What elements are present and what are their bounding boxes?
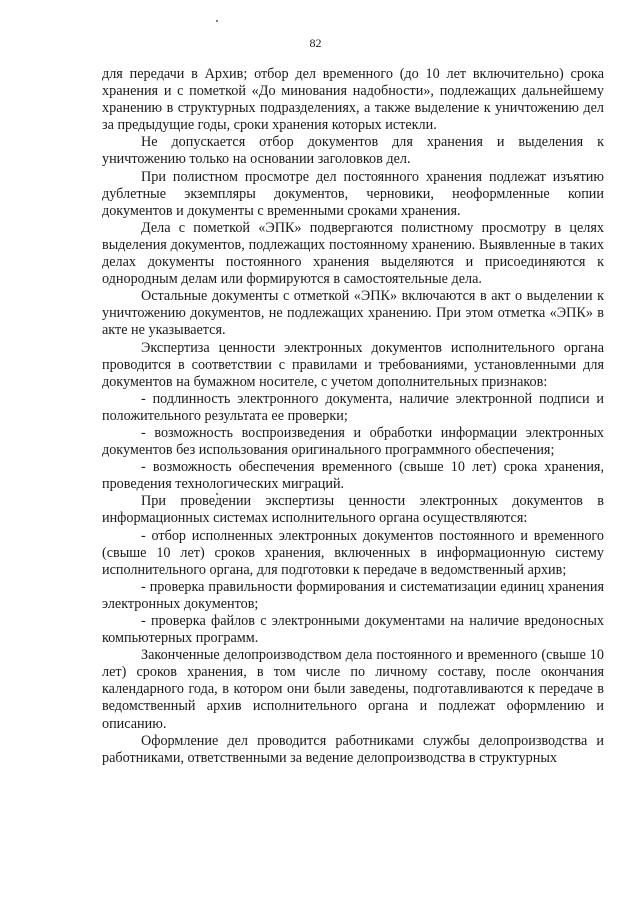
body-text <box>102 66 604 767</box>
paragraph: Оформление дел проводится работниками службы делопроизводства и работниками, ответственными за ведение делопроизводства в структурных <box>102 732 604 766</box>
paragraph: При полистном просмотре дел постоянного хранения подлежат изъятию дублетные экземпляры документов, черновики, неоформленные копии документов и документы с временными сроками хранения. <box>102 168 604 219</box>
list-item: - возможность обеспечения временного (свыше 10 лет) срока хранения, проведения технологических миграций. <box>102 459 604 493</box>
scan-speck <box>216 20 218 22</box>
list-item: - возможность воспроизведения и обработки информации электронных документов без использования оригинального программного обеспечения; <box>102 424 604 459</box>
paragraph: При проведении экспертизы ценности электронных документов в информационных системах исполнительного органа осуществляются: <box>102 493 604 527</box>
paragraph: Экспертиза ценности электронных документов исполнительного органа проводится в соответствии с правилами и требованиями, установленными для документов на бумажном носителе, с учетом дополнительных признаков: <box>102 339 604 390</box>
paragraph-continuation: для передачи в Архив; отбор дел временного (до 10 лет включительно) срока хранения и с пометкой «До минования надобности», подлежащих дальнейшему хранению в структурных подразделениях, а также выделение к уничтожению дел за предыдущие годы, сроки хранения которых истекли. <box>102 66 604 134</box>
list-item: - проверка файлов с электронными документами на наличие вредоносных компьютерных программ. <box>102 613 604 647</box>
paragraph: Дела с пометкой «ЭПК» подвергаются полистному просмотру в целях выделения документов, подлежащих постоянному хранению. Выявленные в таких делах документы постоянного хранения выделяются и присоединяются к однородным делам или формируются в самостоятельные дела. <box>102 219 604 288</box>
list-item: - проверка правильности формирования и систематизации единиц хранения электронных документов; <box>102 578 604 612</box>
paragraph: Не допускается отбор документов для хранения и выделения к уничтожению только на основании заголовков дел. <box>102 134 604 168</box>
list-item: - отбор исполненных электронных документов постоянного и временного (свыше 10 лет) сроков хранения, включенных в информационную систему исполнительного органа, для подготовки к передаче в ведомственный архив; <box>102 527 604 578</box>
paragraph: Остальные документы с отметкой «ЭПК» включаются в акт о выделении к уничтожению документов, не подлежащих хранению. При этом отметка «ЭПК» в акте не указывается. <box>102 288 604 339</box>
list-item: - подлинность электронного документа, наличие электронной подписи и положительного результата ее проверки; <box>102 390 604 424</box>
page-number: 82 <box>309 36 322 50</box>
paragraph: Законченные делопроизводством дела постоянного и временного (свыше 10 лет) сроков хранения, в том числе по личному составу, после окончания календарного года, в котором они были заведены, подготавливаются к передаче в ведомственный архив исполнительного органа и подлежат оформлению и описанию. <box>102 647 604 732</box>
